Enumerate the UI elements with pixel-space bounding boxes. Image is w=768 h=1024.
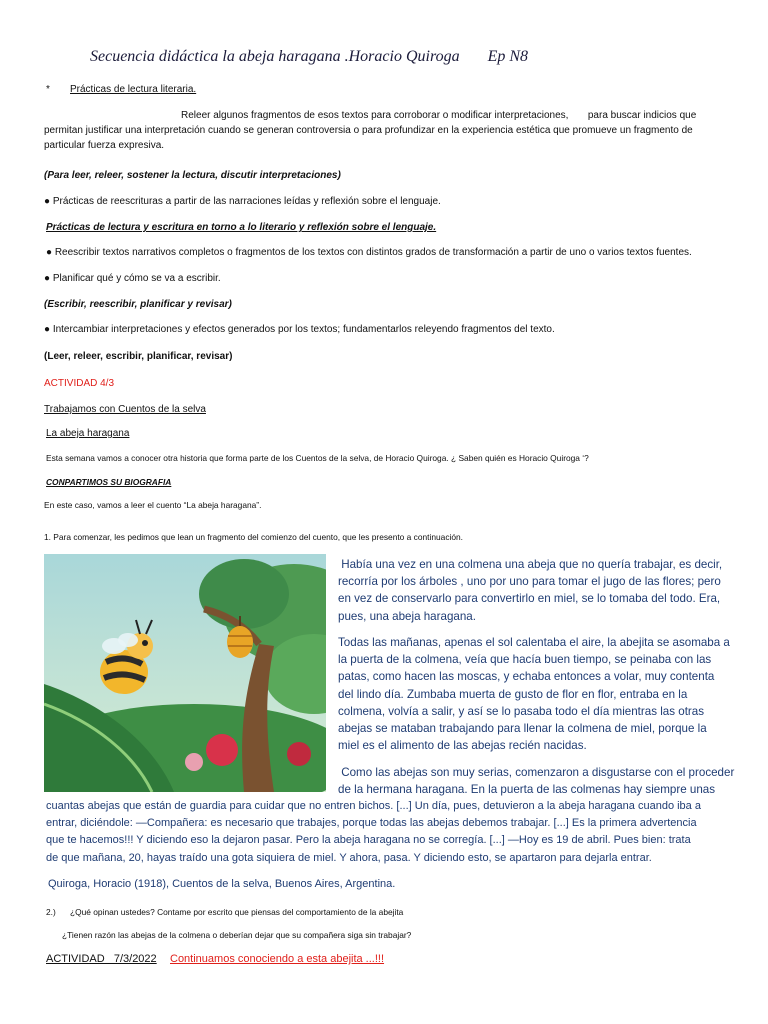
trabajamos-heading: Trabajamos con Cuentos de la selva bbox=[44, 404, 206, 415]
actividad-7-3-label: ACTIVIDAD 7/3/2022 bbox=[46, 953, 157, 965]
story-line: recorría por los árboles , uno por uno para tomar el jugo de las flores; pero bbox=[338, 575, 721, 589]
practicas-paragraph-line2: permitan justificar una interpretación cuando se generan controversia o para profundizar en la experiencia estética que promueve un fragmento de bbox=[44, 125, 693, 136]
story-line: pues, una abeja haragana. bbox=[338, 609, 476, 623]
story-line: colmena, volvía a salir, y así se lo pasaba todo el día mientras las otras bbox=[338, 704, 705, 718]
story-line: miel es el alimento de las abejas recién nacidas. bbox=[338, 739, 587, 753]
bullet-reescrituras: ● Prácticas de reescrituras a partir de las narraciones leídas y reflexión sobre el lenguaje. bbox=[44, 196, 441, 207]
bullet-reescribir: ● Reescribir textos narrativos completos o fragmentos de los textos con distintos grados de transformación a partir de uno o varios textos fuentes. bbox=[46, 247, 692, 258]
story-line: que te hacemos!!! Y diciendo eso la dejaron pasar. Pero la abeja haragana no se corregía. [...] —Hoy es 19 de abril. Pues bien: trata bbox=[46, 834, 691, 847]
question-2-number: 2.) bbox=[46, 907, 56, 917]
practicas-paragraph-line3: particular fuerza expresiva. bbox=[44, 140, 165, 151]
story-paragraph-3-full bbox=[46, 798, 756, 867]
bullet-planificar: ● Planificar qué y cómo se va a escribir. bbox=[44, 273, 221, 284]
practicas-paragraph-line1: Releer algunos fragmentos de esos textos para corroborar o modificar interpretaciones, para buscar indicios que bbox=[181, 110, 697, 121]
biografia-link[interactable]: CONPARTIMOS SU BIOGRAFIA bbox=[46, 477, 172, 487]
practicas-heading-2: Prácticas de lectura y escritura en torno a lo literario y reflexión sobre el lenguaje. bbox=[46, 222, 437, 233]
story-line: entrar, diciéndole: —Compañera: es necesario que trabajes, porque todas las abejas debemos trabajar. [...] Es la primera advertencia bbox=[46, 817, 697, 830]
story-line: de la hermana haragana. En la puerta de las colmenas hay siempre unas bbox=[338, 783, 716, 797]
en-este-caso-text: En este caso, vamos a leer el cuento “La abeja haragana”. bbox=[44, 500, 262, 510]
question-2-text: ¿Qué opinan ustedes? Contame por escrito que piensas del comportamiento de la abejita bbox=[70, 907, 404, 917]
note-leer: (Para leer, releer, sostener la lectura, discutir interpretaciones) bbox=[44, 170, 341, 181]
continuamos-text: Continuamos conociendo a esta abejita ...!!! bbox=[170, 953, 385, 965]
story-paragraph-3-side bbox=[338, 764, 758, 798]
story-line: de que mañana, 20, hayas traído una gota siquiera de miel. Y ahora, pasa. Y diciendo esto, se apartaron para dejarla entrar. bbox=[46, 851, 652, 864]
page-title: Secuencia didáctica la abeja haragana .Horacio Quiroga Ep N8 bbox=[90, 48, 529, 65]
citation: Quiroga, Horacio (1918), Cuentos de la selva, Buenos Aires, Argentina. bbox=[48, 878, 396, 890]
intro-text: Esta semana vamos a conocer otra historia que forma parte de los Cuentos de la selva, de Horacio Quiroga. ¿ Saben quién es Horacio Quiroga ‘? bbox=[46, 453, 589, 463]
story-line: patas, como hacen las moscas, y echaba entonces a volar, muy contenta bbox=[338, 670, 715, 684]
actividad-4-3-label: ACTIVIDAD 4/3 bbox=[44, 378, 115, 389]
story-line: Todas las mañanas, apenas el sol calentaba el aire, la abejita se asomaba a bbox=[338, 636, 730, 649]
note-leer-releer: (Leer, releer, escribir, planificar, revisar) bbox=[44, 351, 233, 362]
story-line: abejas se mataban trabajando para llenar la colmena de miel, porque la bbox=[338, 722, 707, 736]
story-paragraph-2 bbox=[338, 634, 748, 754]
bullet-intercambiar: ● Intercambiar interpretaciones y efectos generados por los textos; fundamentarlos releyendo fragmentos del texto. bbox=[44, 324, 555, 335]
story-line: Como las abejas son muy serias, comenzaron a disgustarse con el proceder bbox=[338, 766, 735, 779]
story-line: Había una vez en una colmena una abeja que no quería trabajar, es decir, bbox=[338, 558, 723, 571]
story-line: cuantas abejas que están de guardia para cuidar que no entren bichos. [...] Un día, pues, detuvieron a la abeja haragana cuando iba a bbox=[46, 800, 701, 812]
story-paragraph-1 bbox=[338, 556, 748, 625]
abeja-haragana-heading: La abeja haragana bbox=[46, 428, 130, 439]
step-1-text: 1. Para comenzar, les pedimos que lean un fragmento del comienzo del cuento, que les presento a continuación. bbox=[44, 532, 464, 542]
practicas-heading: Prácticas de lectura literaria. bbox=[70, 84, 197, 95]
question-2b-text: ¿Tienen razón las abejas de la colmena o deberían dejar que su compañera siga sin trabajar? bbox=[62, 930, 412, 940]
note-escribir: (Escribir, reescribir, planificar y revisar) bbox=[44, 299, 232, 310]
story-line: la puerta de la colmena, veía que hacía buen tiempo, se peinaba con las bbox=[338, 653, 712, 667]
bee-illustration-svg bbox=[44, 554, 326, 792]
story-line: en vez de conservarlo para convertirlo en miel, se lo tomaba del todo. Era, bbox=[338, 592, 721, 606]
bee-illustration bbox=[44, 554, 326, 792]
story-line: del lindo día. Zumbaba muerta de gusto de flor en flor, entraba en la bbox=[338, 687, 688, 701]
bullet-star: * bbox=[46, 84, 50, 95]
